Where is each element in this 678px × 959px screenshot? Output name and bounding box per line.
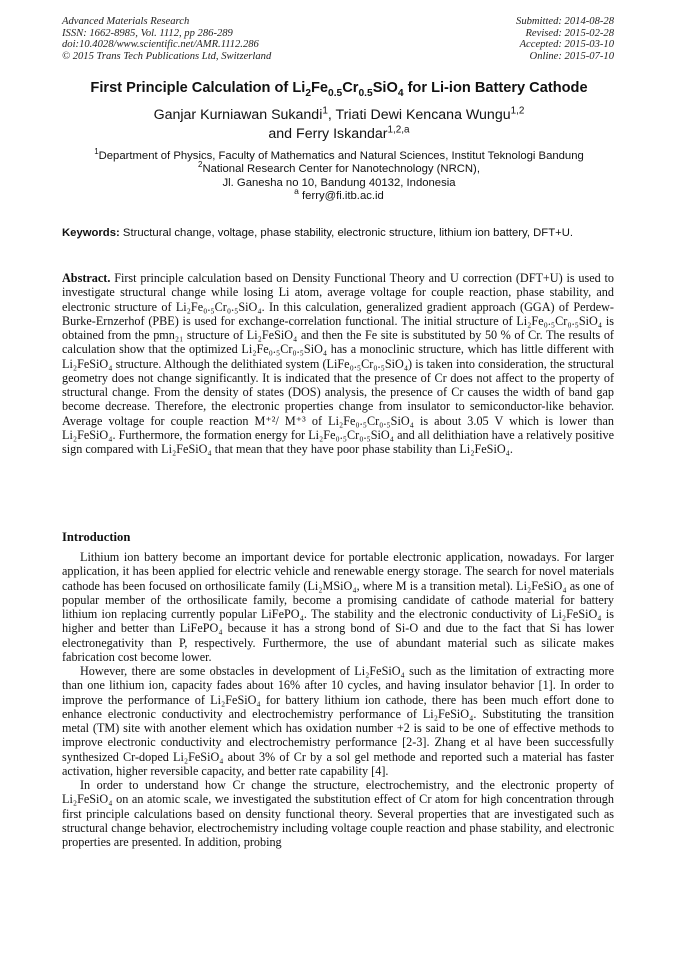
affiliation-2: $^2$National Research Center for Nanotechnology (NRCN), — [198, 160, 480, 176]
paper-title: First Principle Calculation of $Li_2Fe_{0.5}Cr_{0.5}SiO_4$ for Li-ion Battery Cathode — [90, 80, 588, 99]
submission-dates — [516, 16, 614, 62]
author-name: Ferry Iskandar — [296, 126, 388, 142]
keywords — [62, 226, 614, 240]
section-heading-introduction: Introduction — [62, 530, 131, 544]
keywords-text: Structural change, voltage, phase stability, electronic structure, lithium ion battery, DFT+U. — [119, 227, 573, 239]
revised-date: Revised: 2015-02-28 — [525, 27, 614, 39]
copyright-line: © 2015 Trans Tech Publications Ltd, Switzerland — [62, 50, 272, 62]
abstract-label: Abstract. — [62, 271, 111, 285]
introduction-body — [62, 550, 614, 849]
author-list: Ganjar Kurniawan Sukandi$^1$, Triati Dewi Kencana Wungu$^{1,2}$ and Ferry Iskandar$^{1,2,a}$ — [153, 105, 525, 142]
keywords-label: Keywords: — [62, 227, 120, 239]
paragraph: In order to understand how Cr change the structure, electrochemistry, and the electronic property of Li₂FeSiO₄ on an atomic scale, we investigated the substitution effect of Cr atom for high concentration through first principle calculations based on density functional theory. Several properties that are investigated such as structural change behavior, electrochemistry including voltage couple reaction and phase stability, and electronic properties are presented. In addition, probing — [62, 778, 614, 849]
paragraph: However, there are some obstacles in development of Li₂FeSiO₄ such as the limitation of extracting more than one lithium ion, capacity fades about 16% after 10 cycles, and having insulator behavior [1]. In order to improve the performance of Li₂FeSiO₄ for battery lithium ion cathode, there has been much effort done to enhance electronic conductivity and electrochemistry performance of Li₂FeSiO₄. Substituting the transition metal (TM) site with another element which has oxidation number +2 is said to be one of effective methods to improve electronic conductivity and electrochemistry performance [2-3]. Zhang et al have been successfully synthesized Cr-doped Li₂FeSiO₄ about 3% of Cr by a sol gel methode and reported such a material has faster activation, higher reversible capacity, and better rate capability [4]. — [62, 664, 614, 778]
affiliation-address: Jl. Ganesha no 10, Bandung 40132, Indonesia — [222, 176, 456, 189]
abstract-text: First principle calculation based on Density Functional Theory and U correction (DFT+U) is used to investigate structural change while losing Li atom, average voltage for couple reaction, phase stability, and electronic structure of Li₂Fe₀.₅Cr₀.₅SiO₄. In this calculation, generalized gradient approach (GGA) of Perdew-Burke-Ernzerhof (PBE) is used for exchange-correlation functional. The initial structure of Li₂Fe₀.₅Cr₀.₅SiO₄ is obtained from the pmn₂₁ structure of Li₂FeSiO₄ and then the Fe site is substituted by 50 % of Cr. The results of calculation show that the optimized Li₂Fe₀.₅Cr₀.₅SiO₄ has a monoclinic structure, which has little different with Li₂FeSiO₄ structure. Although the delithiated system (LiFe₀.₅Cr₀.₅SiO₄) is taken into consideration, the structural geometry does not change significantly. It is indicated that the presence of Cr does not affect to the property of structural change. From the density of states (DOS) analysis, the presence of Cr causes the width of band gap become decrease. Therefore, the electronic properties change from insulator to semiconductor-like behavior. Average voltage for couple reaction M⁺²/ M⁺³ of Li₂Fe₀.₅Cr₀.₅SiO₄ is about 3.05 V which is lower than Li₂FeSiO₄. Furthermore, the formation energy for Li₂Fe₀.₅Cr₀.₅SiO₄ and all delithiation have a relatively positive sign compared with Li₂FeSiO₄ that mean that they have poor phase stability than Li₂FeSiO₄. — [62, 271, 614, 456]
accepted-date: Accepted: 2015-03-10 — [519, 39, 614, 51]
corresponding-email: $^a$ ferry@fi.itb.ac.id — [294, 186, 384, 203]
affiliations — [30, 147, 648, 204]
author-name: Triati Dewi Kencana Wungu — [335, 107, 511, 123]
paragraph: Lithium ion battery become an important device for portable electronic application, nowadays. For larger application, it has been applied for electric vehicle and renewable energy storage. The search for novel materials cathode has been focused on orthosilicate family (Li₂MSiO₄, where M is a transition metal). Li₂FeSiO₄ as one of popular member of the orthosilicate family, become a promising candidate of cathode material for battery lithium ion replacing currently popular LiFePO₄. The stability and the electronic conductivity of Li₂FeSiO₄ is higher and better than LiFePO₄ because it has a strong bond of Si-O and due to the fact that Si has lower electronegativity than P, respectively. Furthermore, the use of abundant material such as silicate makes fabrication cost become lower. — [62, 550, 614, 664]
author-name: Ganjar Kurniawan Sukandi — [153, 107, 323, 123]
journal-info — [62, 16, 271, 62]
submitted-date: Submitted: 2014-08-28 — [516, 16, 614, 27]
online-date: Online: 2015-07-10 — [529, 50, 614, 62]
abstract — [62, 271, 614, 456]
doi-line: doi:10.4028/www.scientific.net/AMR.1112.286 — [62, 39, 259, 51]
journal-name: Advanced Materials Research — [62, 16, 190, 27]
issn-line: ISSN: 1662-8985, Vol. 1112, pp 286-289 — [62, 27, 233, 39]
affiliation-1: $^1$Department of Physics, Faculty of Mathematics and Natural Sciences, Institut Teknologi Bandung — [94, 147, 584, 162]
